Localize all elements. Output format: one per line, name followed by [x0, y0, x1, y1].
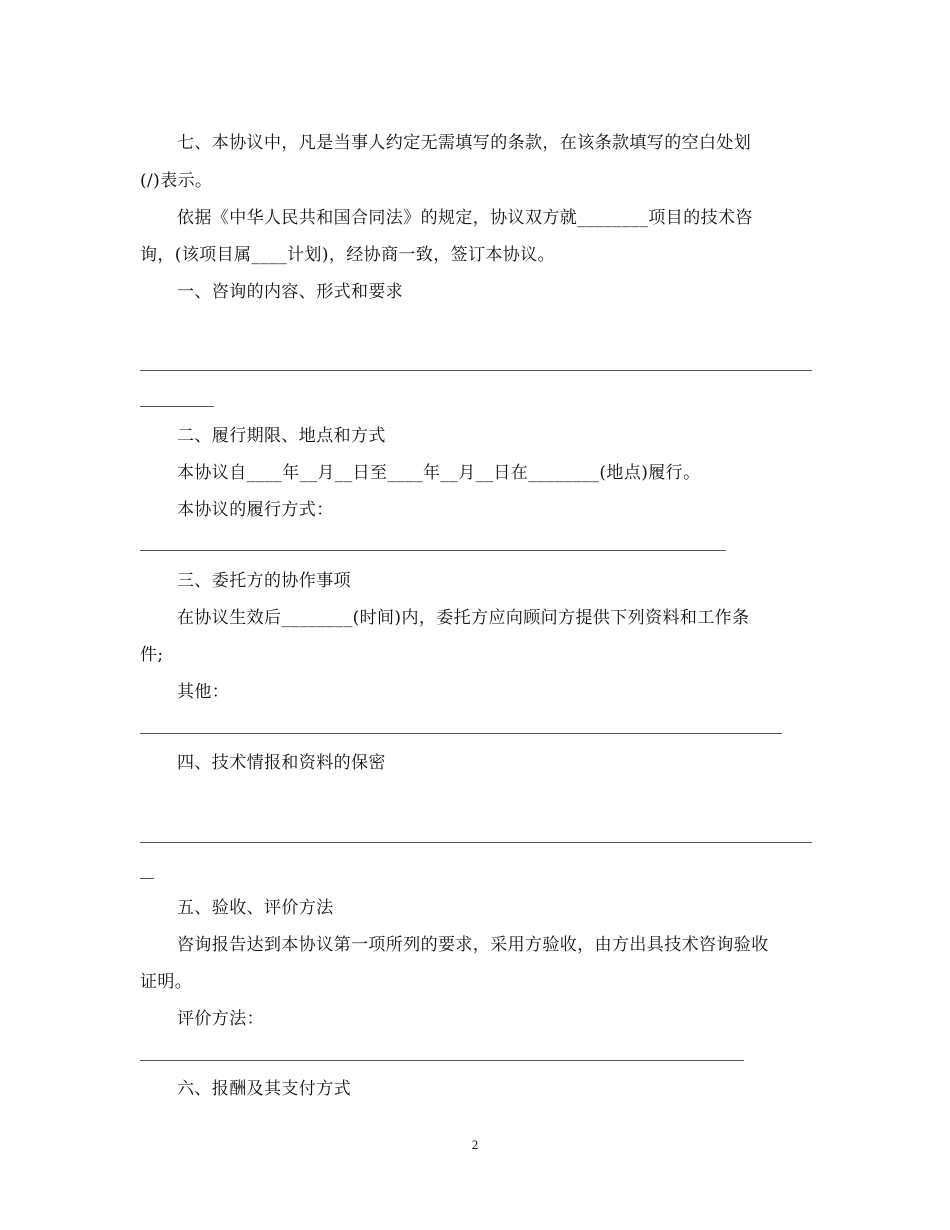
- blank-rule-3: [140, 733, 782, 734]
- blank-rule-1-tail: [140, 406, 214, 407]
- cooperation-line-1: 在协议生效后________(时间)内，委托方应向顾问方提供下列资料和工作条: [177, 608, 750, 628]
- blank-rule-4: [140, 842, 812, 843]
- blank-rule-4-tail: [140, 878, 154, 879]
- section-two-title: 二、履行期限、地点和方式: [177, 426, 386, 446]
- section-five-title: 五、验收、评价方法: [177, 898, 334, 918]
- section-six-title: 六、报酬及其支付方式: [177, 1079, 351, 1099]
- page-number: 2: [471, 1137, 479, 1152]
- blank-rule-2: [140, 550, 726, 551]
- performance-period: 本协议自____年__月__日至____年__月__日在________(地点)履行。: [177, 463, 701, 483]
- blank-rule-1: [140, 370, 812, 371]
- acceptance-line-2: 证明。: [140, 972, 193, 992]
- performance-method: 本协议的履行方式：: [177, 500, 334, 520]
- acceptance-line-1: 咨询报告达到本协议第一项所列的要求，采用方验收，由方出具技术咨询验收: [177, 935, 769, 955]
- clause-seven-line-1: 七、本协议中，凡是当事人约定无需填写的条款，在该条款填写的空白处划: [177, 133, 752, 153]
- section-four-title: 四、技术情报和资料的保密: [177, 753, 386, 773]
- cooperation-other: 其他：: [177, 682, 230, 702]
- section-three-title: 三、委托方的协作事项: [177, 571, 351, 591]
- clause-seven-line-2: (/)表示。: [140, 171, 213, 191]
- preamble-line-2: 询，(该项目属____计划)，经协商一致，签订本协议。: [140, 245, 556, 265]
- preamble-line-1: 依据《中华人民共和国合同法》的规定，协议双方就________项目的技术咨: [177, 208, 753, 228]
- cooperation-line-2: 件;: [140, 645, 164, 665]
- blank-rule-5: [140, 1060, 744, 1061]
- section-one-title: 一、咨询的内容、形式和要求: [177, 282, 404, 302]
- evaluation-method: 评价方法：: [177, 1009, 264, 1029]
